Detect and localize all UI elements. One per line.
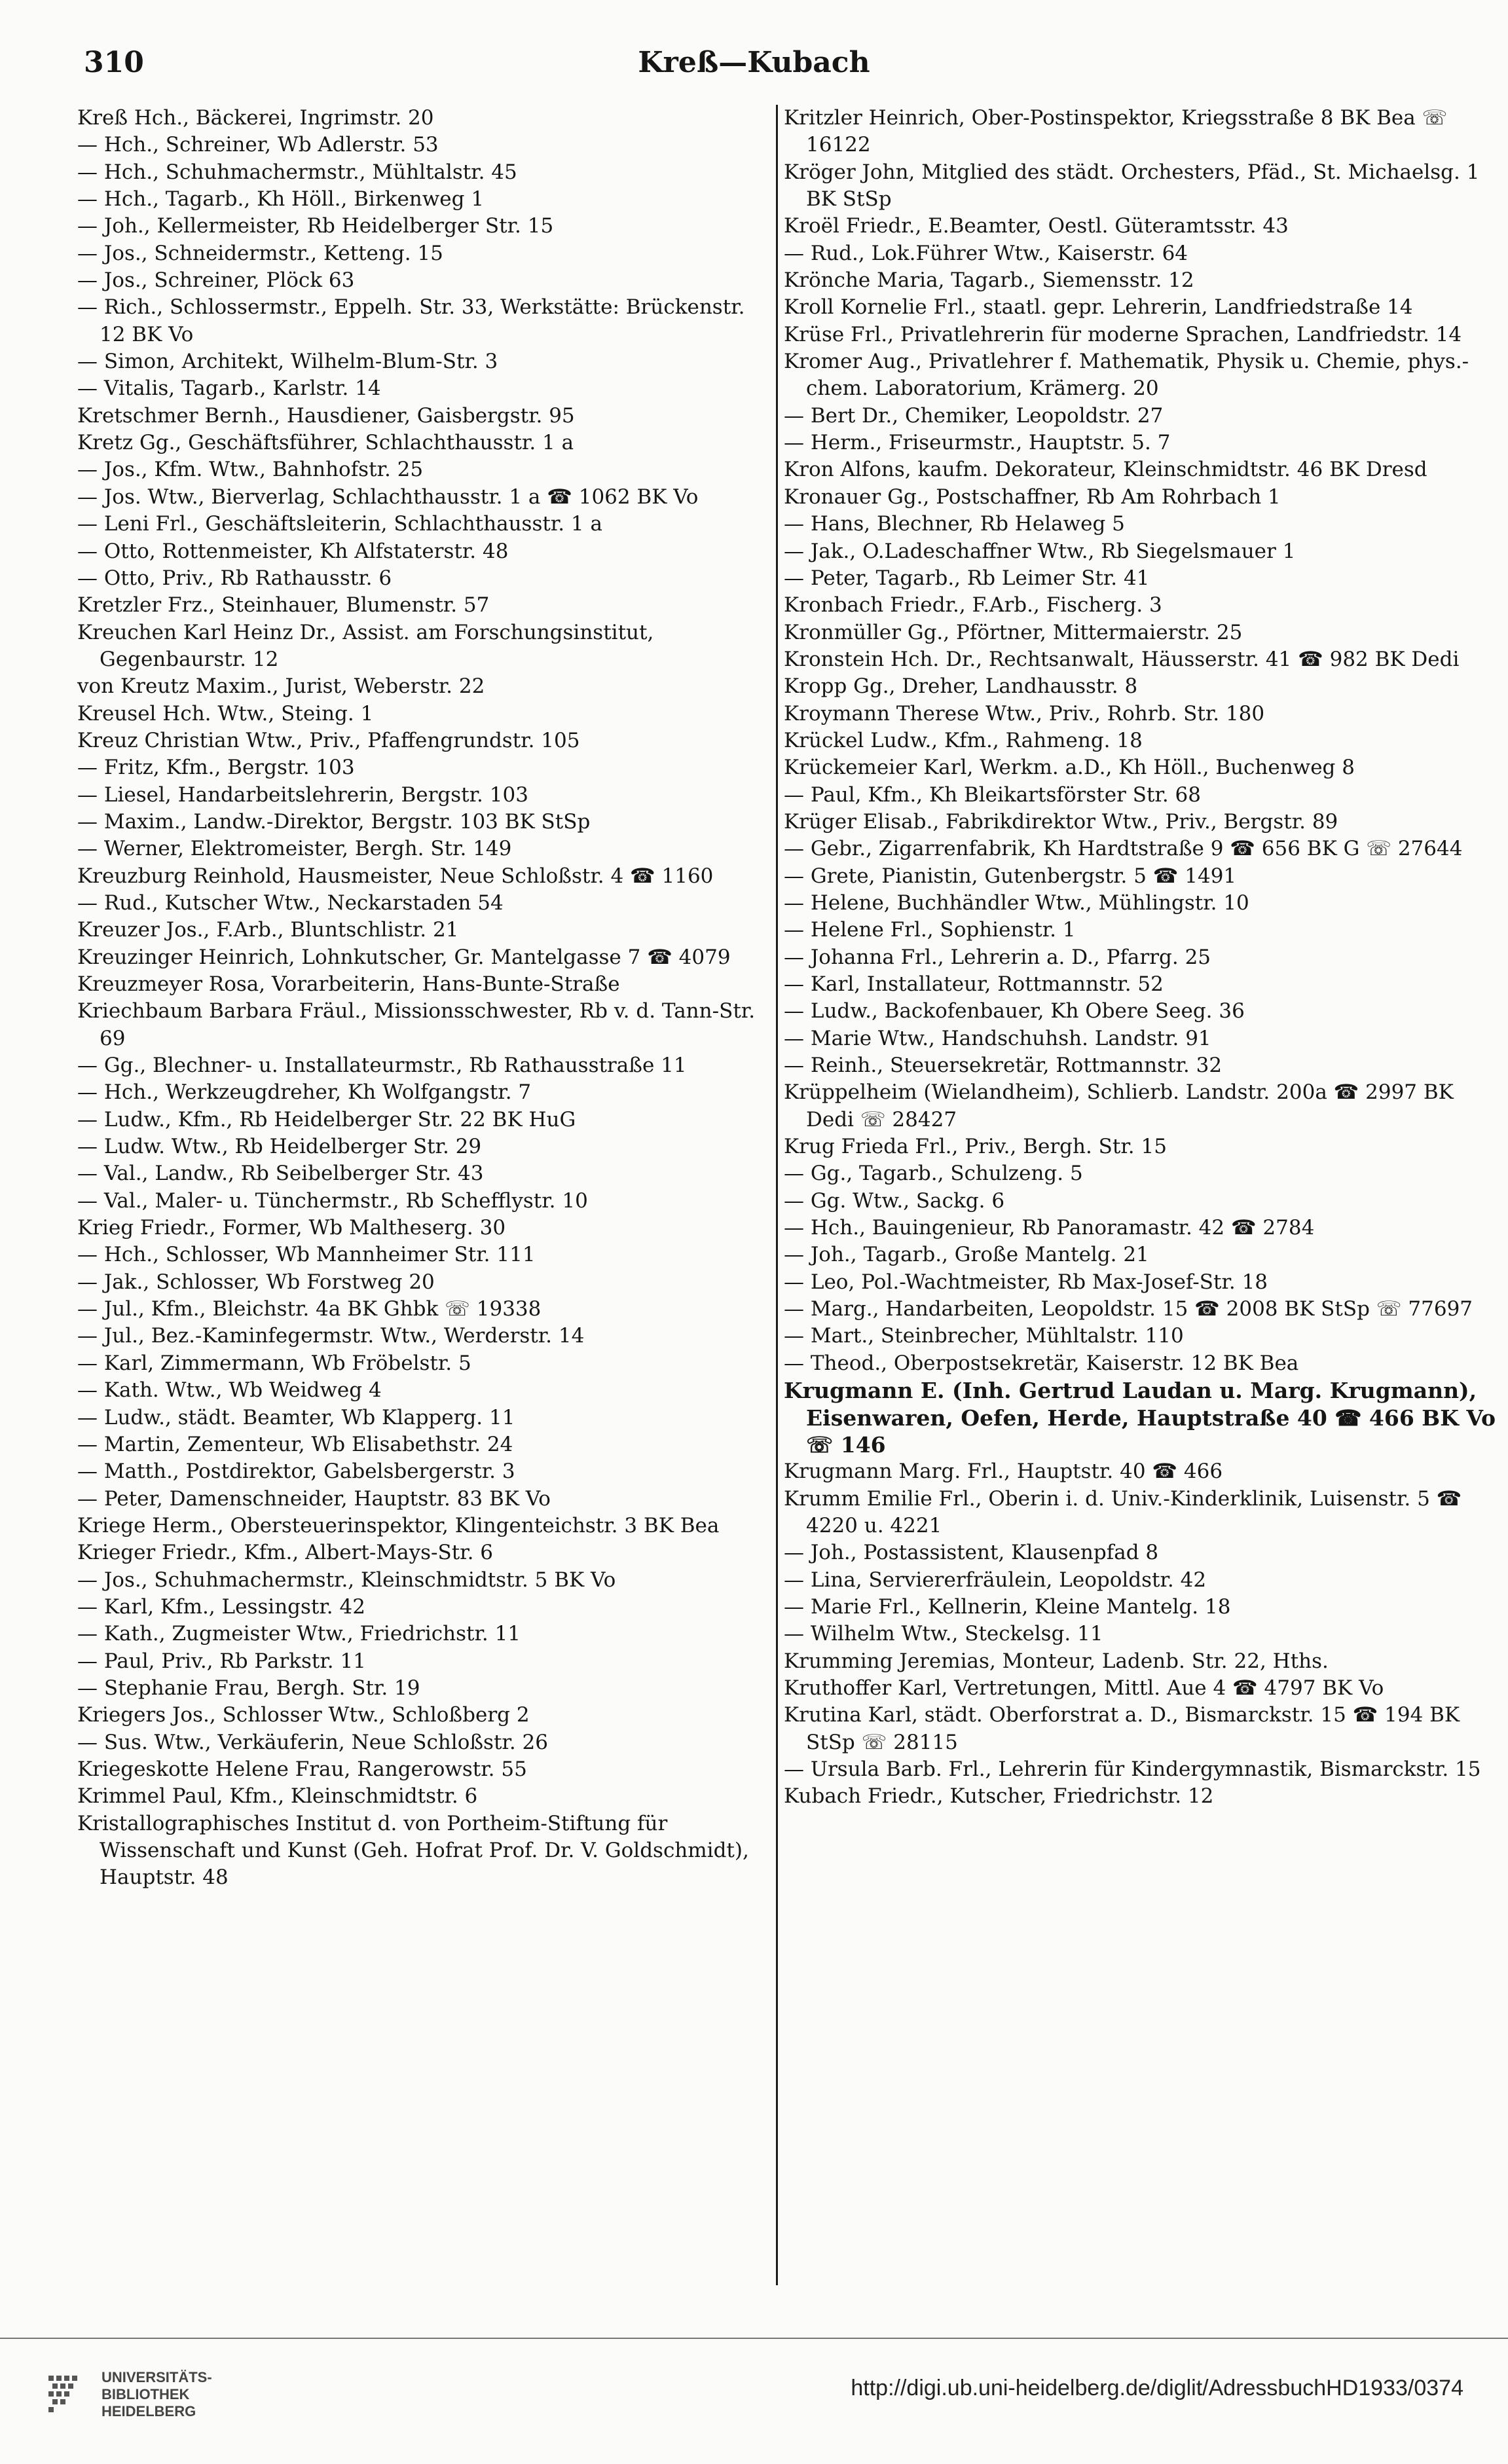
directory-entry: — Kath., Zugmeister Wtw., Friedrichstr. 11 bbox=[77, 1622, 521, 1646]
directory-entry: Kretz Gg., Geschäftsführer, Schlachthausstr. 1 a bbox=[77, 431, 574, 455]
directory-entry: — Jos., Schreiner, Plöck 63 bbox=[77, 268, 355, 293]
directory-entry: — Helene Frl., Sophienstr. 1 bbox=[784, 918, 1076, 942]
directory-entry: — Marg., Handarbeiten, Leopoldstr. 15 ☎ 2008 BK StSp ☏ 77697 bbox=[784, 1297, 1473, 1321]
directory-entry: — Leni Frl., Geschäftsleiterin, Schlachthausstr. 1 a bbox=[77, 512, 602, 536]
directory-entry: Kreuzburg Reinhold, Hausmeister, Neue Schloßstr. 4 ☎ 1160 bbox=[77, 864, 714, 888]
directory-entry: — Maxim., Landw.-Direktor, Bergstr. 103 BK StSp bbox=[77, 809, 591, 834]
directory-entry: — Gg., Tagarb., Schulzeng. 5 bbox=[784, 1162, 1083, 1186]
left-column bbox=[77, 105, 771, 1892]
directory-entry: — Hch., Schreiner, Wb Adlerstr. 53 bbox=[77, 133, 439, 157]
directory-entry: — Karl, Kfm., Lessingstr. 42 bbox=[77, 1594, 365, 1619]
directory-entry: — Otto, Rottenmeister, Kh Alfstaterstr. 48 bbox=[77, 539, 509, 563]
directory-entry: Kronauer Gg., Postschaffner, Rb Am Rohrbach 1 bbox=[784, 485, 1281, 509]
directory-entry: Kriegers Jos., Schlosser Wtw., Schloßberg 2 bbox=[77, 1703, 530, 1727]
directory-entry: Kromer Aug., Privatlehrer f. Mathematik, Physik u. Chemie, phys.-chem. Laboratorium, Krämerg. 20 bbox=[784, 350, 1469, 401]
directory-entry: — Ursula Barb. Frl., Lehrerin für Kindergymnastik, Bismarckstr. 15 bbox=[784, 1757, 1481, 1781]
directory-entry: — Sus. Wtw., Verkäuferin, Neue Schloßstr. 26 bbox=[77, 1730, 548, 1754]
directory-entry: — Karl, Installateur, Rottmannstr. 52 bbox=[784, 972, 1164, 996]
directory-entry: Kron Alfons, kaufm. Dekorateur, Kleinschmidtstr. 46 BK Dresd bbox=[784, 458, 1427, 482]
directory-entry: — Kath. Wtw., Wb Weidweg 4 bbox=[77, 1378, 382, 1403]
directory-entry: — Herm., Friseurmstr., Hauptstr. 5. 7 bbox=[784, 431, 1171, 455]
directory-entry: — Lina, Serviererfräulein, Leopoldstr. 42 bbox=[784, 1568, 1207, 1592]
directory-entry: Krieger Friedr., Kfm., Albert-Mays-Str. 6 bbox=[77, 1541, 494, 1565]
directory-entry: von Kreutz Maxim., Jurist, Weberstr. 22 bbox=[77, 674, 485, 699]
directory-entry: — Jos., Kfm. Wtw., Bahnhofstr. 25 bbox=[77, 458, 424, 482]
directory-entry: — Ludw., Backofenbauer, Kh Obere Seeg. 36 bbox=[784, 999, 1245, 1023]
directory-entry: — Paul, Priv., Rb Parkstr. 11 bbox=[77, 1649, 366, 1673]
directory-entry: — Paul, Kfm., Kh Bleikartsförster Str. 68 bbox=[784, 782, 1201, 807]
directory-entry: — Rich., Schlossermstr., Eppelh. Str. 33, Werkstätte: Brückenstr. 12 BK Vo bbox=[77, 295, 752, 346]
directory-entry: Krumm Emilie Frl., Oberin i. d. Univ.-Kinderklinik, Luisenstr. 5 ☎ 4220 u. 4221 bbox=[784, 1486, 1469, 1537]
directory-entry: — Jak., O.Ladeschaffner Wtw., Rb Siegelsmauer 1 bbox=[784, 539, 1296, 563]
directory-entry: Krugmann Marg. Frl., Hauptstr. 40 ☎ 466 bbox=[784, 1460, 1223, 1484]
directory-entry: — Joh., Tagarb., Große Mantelg. 21 bbox=[784, 1243, 1149, 1267]
directory-entry: — Joh., Kellermeister, Rb Heidelberger Str. 15 bbox=[77, 214, 554, 238]
directory-entry: — Stephanie Frau, Bergh. Str. 19 bbox=[77, 1676, 420, 1700]
directory-entry: Krugmann E. (Inh. Gertrud Laudan u. Marg. Krugmann), Eisenwaren, Oefen, Herde, Hauptstraße 40 ☎ 466 BK Vo ☏ 146 bbox=[784, 1378, 1503, 1458]
directory-entry: — Simon, Architekt, Wilhelm-Blum-Str. 3 bbox=[77, 350, 498, 374]
library-logo-icon bbox=[46, 2370, 92, 2416]
directory-entry: Kriechbaum Barbara Fräul., Missionsschwester, Rb v. d. Tann-Str. 69 bbox=[77, 999, 762, 1050]
directory-entry: — Ludw., städt. Beamter, Wb Klapperg. 11 bbox=[77, 1405, 515, 1429]
directory-entry: Krüger Elisab., Fabrikdirektor Wtw., Priv., Bergstr. 89 bbox=[784, 809, 1338, 834]
directory-entry: — Rud., Lok.Führer Wtw., Kaiserstr. 64 bbox=[784, 241, 1188, 265]
directory-entry: — Karl, Zimmermann, Wb Fröbelstr. 5 bbox=[77, 1351, 471, 1375]
directory-entry: — Helene, Buchhändler Wtw., Mühlingstr. 10 bbox=[784, 891, 1249, 915]
directory-entry: — Theod., Oberpostsekretär, Kaiserstr. 12 BK Bea bbox=[784, 1351, 1299, 1375]
directory-entry: Kriege Herm., Obersteuerinspektor, Klingenteichstr. 3 BK Bea bbox=[77, 1513, 720, 1537]
directory-entry: — Hch., Schlosser, Wb Mannheimer Str. 111 bbox=[77, 1243, 536, 1267]
directory-entry: — Johanna Frl., Lehrerin a. D., Pfarrg. 25 bbox=[784, 945, 1211, 969]
directory-entry: Kreuz Christian Wtw., Priv., Pfaffengrundstr. 105 bbox=[77, 728, 580, 752]
footer-divider bbox=[0, 2338, 1508, 2339]
directory-entry: — Hch., Schuhmachermstr., Mühltalstr. 45 bbox=[77, 160, 517, 184]
directory-entry: Kritzler Heinrich, Ober-Postinspektor, Kriegsstraße 8 BK Bea ☏ 16122 bbox=[784, 106, 1454, 157]
directory-entry: Krönche Maria, Tagarb., Siemensstr. 12 bbox=[784, 268, 1194, 293]
source-url[interactable]: http://digi.ub.uni-heidelberg.de/diglit/AdressbuchHD1933/0374 bbox=[851, 2376, 1463, 2400]
directory-entry: Krüse Frl., Privatlehrerin für moderne Sprachen, Landfriedstr. 14 bbox=[784, 322, 1462, 346]
directory-entry: Krieg Friedr., Former, Wb Maltheserg. 30 bbox=[77, 1216, 506, 1240]
directory-entry: — Peter, Tagarb., Rb Leimer Str. 41 bbox=[784, 566, 1150, 590]
directory-entry: Krutina Karl, städt. Oberforstrat a. D., Bismarckstr. 15 ☎ 194 BK StSp ☏ 28115 bbox=[784, 1703, 1466, 1754]
directory-entry: — Hch., Werkzeugdreher, Kh Wolfgangstr. 7 bbox=[77, 1080, 532, 1105]
directory-entry: — Jos., Schuhmachermstr., Kleinschmidtstr. 5 BK Vo bbox=[77, 1568, 616, 1592]
directory-entry: Kroymann Therese Wtw., Priv., Rohrb. Str. 180 bbox=[784, 701, 1265, 726]
directory-entry: — Leo, Pol.-Wachtmeister, Rb Max-Josef-Str. 18 bbox=[784, 1270, 1268, 1294]
directory-entry: Kreuzinger Heinrich, Lohnkutscher, Gr. Mantelgasse 7 ☎ 4079 bbox=[77, 945, 731, 969]
directory-entry: Kriegeskotte Helene Frau, Rangerowstr. 55 bbox=[77, 1757, 527, 1781]
directory-entry: — Gg., Blechner- u. Installateurmstr., Rb Rathausstraße 11 bbox=[77, 1054, 687, 1078]
directory-entry: — Gebr., Zigarrenfabrik, Kh Hardtstraße 9 ☎ 656 BK G ☏ 27644 bbox=[784, 837, 1463, 861]
directory-entry: — Liesel, Handarbeitslehrerin, Bergstr. 103 bbox=[77, 782, 528, 807]
directory-entry: Krückemeier Karl, Werkm. a.D., Kh Höll., Buchenweg 8 bbox=[784, 756, 1355, 780]
directory-entry: Krumming Jeremias, Monteur, Ladenb. Str. 22, Hths. bbox=[784, 1649, 1329, 1673]
directory-entry: — Rud., Kutscher Wtw., Neckarstaden 54 bbox=[77, 891, 504, 915]
column-divider bbox=[776, 105, 778, 2285]
directory-entry: Krimmel Paul, Kfm., Kleinschmidtstr. 6 bbox=[77, 1784, 478, 1809]
directory-entry: — Bert Dr., Chemiker, Leopoldstr. 27 bbox=[784, 403, 1164, 428]
directory-entry: — Marie Frl., Kellnerin, Kleine Mantelg. 18 bbox=[784, 1594, 1231, 1619]
directory-entry: — Werner, Elektromeister, Bergh. Str. 149 bbox=[77, 837, 512, 861]
directory-entry: Kreusel Hch. Wtw., Steing. 1 bbox=[77, 701, 374, 726]
directory-entry: Kroll Kornelie Frl., staatl. gepr. Lehrerin, Landfriedstraße 14 bbox=[784, 295, 1413, 320]
directory-entry: Kretschmer Bernh., Hausdiener, Gaisbergstr. 95 bbox=[77, 403, 575, 428]
library-name-line2: BIBLIOTHEK bbox=[101, 2386, 190, 2402]
directory-entry: — Jos. Wtw., Bierverlag, Schlachthausstr. 1 a ☎ 1062 BK Vo bbox=[77, 485, 699, 509]
directory-entry: — Fritz, Kfm., Bergstr. 103 bbox=[77, 756, 355, 780]
directory-entry: — Joh., Postassistent, Klausenpfad 8 bbox=[784, 1541, 1159, 1565]
directory-entry: Krüppelheim (Wielandheim), Schlierb. Landstr. 200a ☎ 2997 BK Dedi ☏ 28427 bbox=[784, 1080, 1460, 1131]
directory-entry: Kroël Friedr., E.Beamter, Oestl. Güteramtsstr. 43 bbox=[784, 214, 1289, 238]
directory-entry: — Vitalis, Tagarb., Karlstr. 14 bbox=[77, 377, 381, 401]
directory-entry: Kronstein Hch. Dr., Rechtsanwalt, Häusserstr. 41 ☎ 982 BK Dedi bbox=[784, 647, 1460, 671]
directory-entry: — Val., Maler- u. Tünchermstr., Rb Schefflystr. 10 bbox=[77, 1188, 588, 1213]
directory-entry: — Gg. Wtw., Sackg. 6 bbox=[784, 1188, 1005, 1213]
directory-entry: — Otto, Priv., Rb Rathausstr. 6 bbox=[77, 566, 392, 590]
directory-entry: — Hch., Tagarb., Kh Höll., Birkenweg 1 bbox=[77, 187, 485, 211]
directory-entry: Kropp Gg., Dreher, Landhausstr. 8 bbox=[784, 674, 1138, 699]
directory-entry: Kruthoffer Karl, Vertretungen, Mittl. Aue 4 ☎ 4797 BK Vo bbox=[784, 1676, 1384, 1700]
directory-entry: Krückel Ludw., Kfm., Rahmeng. 18 bbox=[784, 728, 1143, 752]
directory-entry: — Reinh., Steuersekretär, Rottmannstr. 32 bbox=[784, 1054, 1223, 1078]
directory-entry: Kreß Hch., Bäckerei, Ingrimstr. 20 bbox=[77, 106, 434, 130]
directory-entry: — Jos., Schneidermstr., Ketteng. 15 bbox=[77, 241, 443, 265]
directory-entry: — Ludw., Kfm., Rb Heidelberger Str. 22 BK HuG bbox=[77, 1107, 576, 1131]
directory-entry: — Val., Landw., Rb Seibelberger Str. 43 bbox=[77, 1162, 484, 1186]
directory-entry: — Peter, Damenschneider, Hauptstr. 83 BK Vo bbox=[77, 1486, 551, 1511]
directory-entry: — Jak., Schlosser, Wb Forstweg 20 bbox=[77, 1270, 435, 1294]
library-name-line3: HEIDELBERG bbox=[101, 2403, 196, 2419]
directory-entry: Kronbach Friedr., F.Arb., Fischerg. 3 bbox=[784, 593, 1162, 617]
page-number: 310 bbox=[84, 46, 144, 79]
directory-entry: Krug Frieda Frl., Priv., Bergh. Str. 15 bbox=[784, 1135, 1167, 1159]
directory-entry: — Hch., Bauingenieur, Rb Panoramastr. 42 ☎ 2784 bbox=[784, 1216, 1315, 1240]
library-name-line1: UNIVERSITÄTS- bbox=[101, 2369, 212, 2385]
directory-entry: Kreuzmeyer Rosa, Vorarbeiterin, Hans-Bunte-Straße bbox=[77, 972, 620, 996]
library-name bbox=[101, 2369, 212, 2420]
directory-entry: — Wilhelm Wtw., Steckelsg. 11 bbox=[784, 1622, 1103, 1646]
directory-entry: Kreuchen Karl Heinz Dr., Assist. am Forschungsinstitut, Gegenbaurstr. 12 bbox=[77, 620, 661, 671]
directory-entry: — Jul., Bez.-Kaminfegermstr. Wtw., Werderstr. 14 bbox=[77, 1324, 585, 1348]
right-column bbox=[784, 105, 1503, 1811]
directory-entry: — Matth., Postdirektor, Gabelsbergerstr. 3 bbox=[77, 1460, 515, 1484]
directory-entry: Kretzler Frz., Steinhauer, Blumenstr. 57 bbox=[77, 593, 490, 617]
directory-entry: Kubach Friedr., Kutscher, Friedrichstr. 12 bbox=[784, 1784, 1214, 1809]
running-head: Kreß—Kubach bbox=[638, 46, 870, 79]
directory-entry: — Jul., Kfm., Bleichstr. 4a BK Ghbk ☏ 19338 bbox=[77, 1297, 542, 1321]
directory-entry: Kreuzer Jos., F.Arb., Bluntschlistr. 21 bbox=[77, 918, 459, 942]
directory-entry: — Mart., Steinbrecher, Mühltalstr. 110 bbox=[784, 1324, 1184, 1348]
directory-entry: — Martin, Zementeur, Wb Elisabethstr. 24 bbox=[77, 1432, 513, 1456]
directory-entry: Kristallographisches Institut d. von Portheim-Stiftung für Wissenschaft und Kunst (Geh. Hofrat Prof. Dr. V. Goldschmidt), Hauptstr. 48 bbox=[77, 1811, 756, 1890]
directory-entry: Kronmüller Gg., Pförtner, Mittermaierstr. 25 bbox=[784, 620, 1243, 644]
directory-entry: — Ludw. Wtw., Rb Heidelberger Str. 29 bbox=[77, 1135, 482, 1159]
directory-entry: Kröger John, Mitglied des städt. Orchesters, Pfäd., St. Michaelsg. 1 BK StSp bbox=[784, 160, 1486, 211]
directory-entry: — Marie Wtw., Handschuhsh. Landstr. 91 bbox=[784, 1026, 1211, 1050]
directory-entry: — Hans, Blechner, Rb Helaweg 5 bbox=[784, 512, 1125, 536]
directory-entry: — Grete, Pianistin, Gutenbergstr. 5 ☎ 1491 bbox=[784, 864, 1237, 888]
